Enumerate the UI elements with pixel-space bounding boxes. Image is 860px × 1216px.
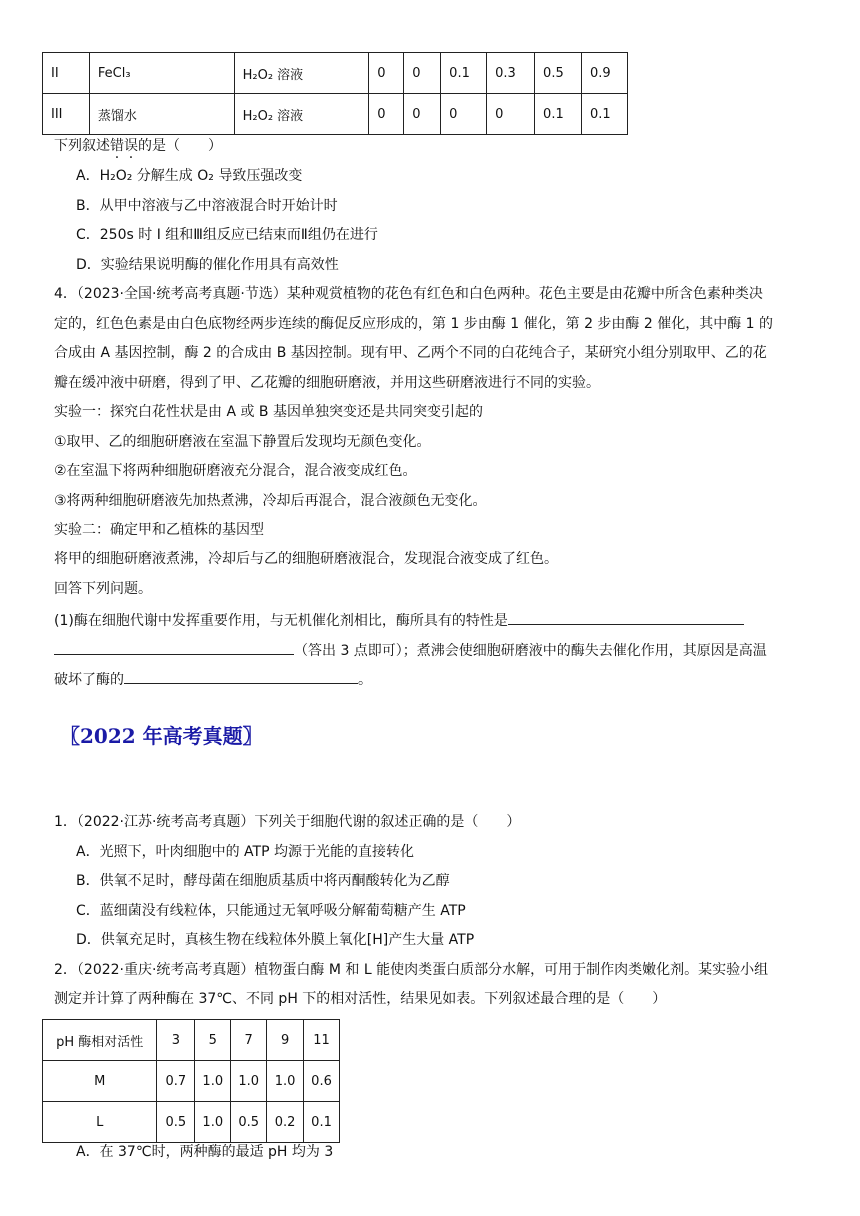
value-cell: 0	[441, 94, 487, 135]
ph-header: 11	[304, 1020, 340, 1061]
q4-line: ③将两种细胞研磨液先加热煮沸，冷却后再混合，混合液颜色无变化。	[54, 493, 487, 509]
enzyme-name: L	[43, 1102, 157, 1143]
value-cell: 0.6	[304, 1061, 340, 1102]
ph-header: 9	[267, 1020, 304, 1061]
q4-line: 回答下列问题。	[54, 581, 152, 597]
emphasis-char: 错	[110, 138, 124, 154]
option-c: C．蓝细菌没有线粒体，只能通过无氧呼吸分解葡萄糖产生 ATP	[76, 903, 466, 919]
option-d: D．供氧充足时，真核生物在线粒体外膜上氧化[H]产生大量 ATP	[76, 932, 475, 948]
answer-blank[interactable]	[508, 608, 744, 625]
option-c: C．250s 时 I 组和Ⅲ组反应已结束而Ⅱ组仍在进行	[76, 227, 378, 243]
value-cell: 0	[369, 94, 404, 135]
q4-line: 4．（2023·全国·统考高考真题·节选）某种观赏植物的花色有红色和白色两种。花色主要是由花瓣中所含色素种类决	[54, 286, 763, 302]
sub1-text: 。	[358, 672, 372, 688]
value-cell: 0.1	[304, 1102, 340, 1143]
q4-line: ①取甲、乙的细胞研磨液在室温下静置后发现均无颜色变化。	[54, 434, 431, 450]
q4-line: 瓣在缓冲液中研磨，得到了甲、乙花瓣的细胞研磨液，并用这些研磨液进行不同的实验。	[54, 375, 600, 391]
option-d: D．实验结果说明酶的催化作用具有高效性	[76, 257, 339, 273]
experiment-table	[42, 52, 628, 135]
q4-line: 合成由 A 基因控制，酶 2 的合成由 B 基因控制。现有甲、乙两个不同的白花纯合子，某研究小组分别取甲、乙的花	[54, 345, 767, 361]
substrate-cell: H₂O₂ 溶液	[234, 94, 369, 135]
sub1-text: (1)酶在细胞代谢中发挥重要作用，与无机催化剂相比，酶所具有的特性是	[54, 613, 508, 629]
question-stem: 测定并计算了两种酶在 37℃、不同 pH 下的相对活性，结果见如表。下列叙述最合理的是（ ）	[54, 991, 667, 1007]
table-header-row	[43, 1020, 340, 1061]
value-cell: 0	[404, 53, 441, 94]
q4-line: ②在室温下将两种细胞研磨液充分混合，混合液变成红色。	[54, 463, 417, 479]
ph-header: 5	[195, 1020, 231, 1061]
corner-header: pH 酶相对活性	[43, 1020, 157, 1061]
table-row	[43, 94, 628, 135]
substrate-cell: H₂O₂ 溶液	[234, 53, 369, 94]
sub1-text: （答出 3 点即可）；煮沸会使细胞研磨液中的酶失去催化作用，其原因是高温	[294, 643, 767, 659]
table-row	[43, 1102, 340, 1143]
question-stem	[54, 136, 222, 156]
enzyme-name: M	[43, 1061, 157, 1102]
stem-text: 的是（ ）	[138, 138, 222, 154]
q4-sub1-line2	[54, 638, 767, 661]
value-cell: 1.0	[231, 1061, 267, 1102]
section-title: 〖2022 年高考真题〗	[60, 724, 263, 748]
q4-line: 将甲的细胞研磨液煮沸，冷却后与乙的细胞研磨液混合，发现混合液变成了红色。	[54, 551, 558, 567]
value-cell: 0	[369, 53, 404, 94]
option-a: A．H₂O₂ 分解生成 O₂ 导致压强改变	[76, 168, 303, 184]
emphasis-char: 误	[124, 138, 138, 154]
value-cell: 0.1	[581, 94, 627, 135]
value-cell: 0	[404, 94, 441, 135]
value-cell: 0.9	[581, 53, 627, 94]
question-stem: 1．（2022·江苏·统考高考真题）下列关于细胞代谢的叙述正确的是（ ）	[54, 814, 521, 830]
option-b: B．从甲中溶液与乙中溶液混合时开始计时	[76, 198, 338, 214]
value-cell: 0.5	[231, 1102, 267, 1143]
reagent-cell: 蒸馏水	[89, 94, 234, 135]
value-cell: 0.5	[535, 53, 582, 94]
option-a: A．光照下，叶肉细胞中的 ATP 均源于光能的直接转化	[76, 844, 414, 860]
table-row	[43, 53, 628, 94]
value-cell: 0.5	[157, 1102, 195, 1143]
value-cell: 1.0	[195, 1102, 231, 1143]
reagent-cell: FeCl₃	[89, 53, 234, 94]
ph-header: 3	[157, 1020, 195, 1061]
value-cell: 1.0	[267, 1061, 304, 1102]
q4-line: 实验一：探究白花性状是由 A 或 B 基因单独突变还是共同突变引起的	[54, 404, 483, 420]
table-row	[43, 1061, 340, 1102]
q4-sub1-line1	[54, 608, 744, 631]
value-cell: 0.1	[535, 94, 582, 135]
question-stem: 2．（2022·重庆·统考高考真题）植物蛋白酶 M 和 L 能使肉类蛋白质部分水解，可用于制作肉类嫩化剂。某实验小组	[54, 962, 769, 978]
ph-header: 7	[231, 1020, 267, 1061]
sub1-text: 破坏了酶的	[54, 672, 124, 688]
q4-sub1-line3	[54, 667, 372, 690]
value-cell: 0.3	[487, 53, 535, 94]
value-cell: 0.7	[157, 1061, 195, 1102]
option-a: A．在 37℃时，两种酶的最适 pH 均为 3	[76, 1144, 334, 1160]
group-cell: III	[43, 94, 90, 135]
option-b: B．供氧不足时，酵母菌在细胞质基质中将丙酮酸转化为乙醇	[76, 873, 450, 889]
value-cell: 0.1	[441, 53, 487, 94]
q4-line: 定的，红色色素是由白色底物经两步连续的酶促反应形成的，第 1 步由酶 1 催化，第 2 步由酶 2 催化，其中酶 1 的	[54, 316, 774, 332]
q4-line: 实验二：确定甲和乙植株的基因型	[54, 522, 264, 538]
stem-text: 下列叙述	[54, 138, 110, 154]
value-cell: 0.2	[267, 1102, 304, 1143]
answer-blank[interactable]	[124, 667, 358, 684]
ph-activity-table	[42, 1019, 340, 1143]
answer-blank[interactable]	[54, 638, 294, 655]
value-cell: 1.0	[195, 1061, 231, 1102]
group-cell: II	[43, 53, 90, 94]
value-cell: 0	[487, 94, 535, 135]
